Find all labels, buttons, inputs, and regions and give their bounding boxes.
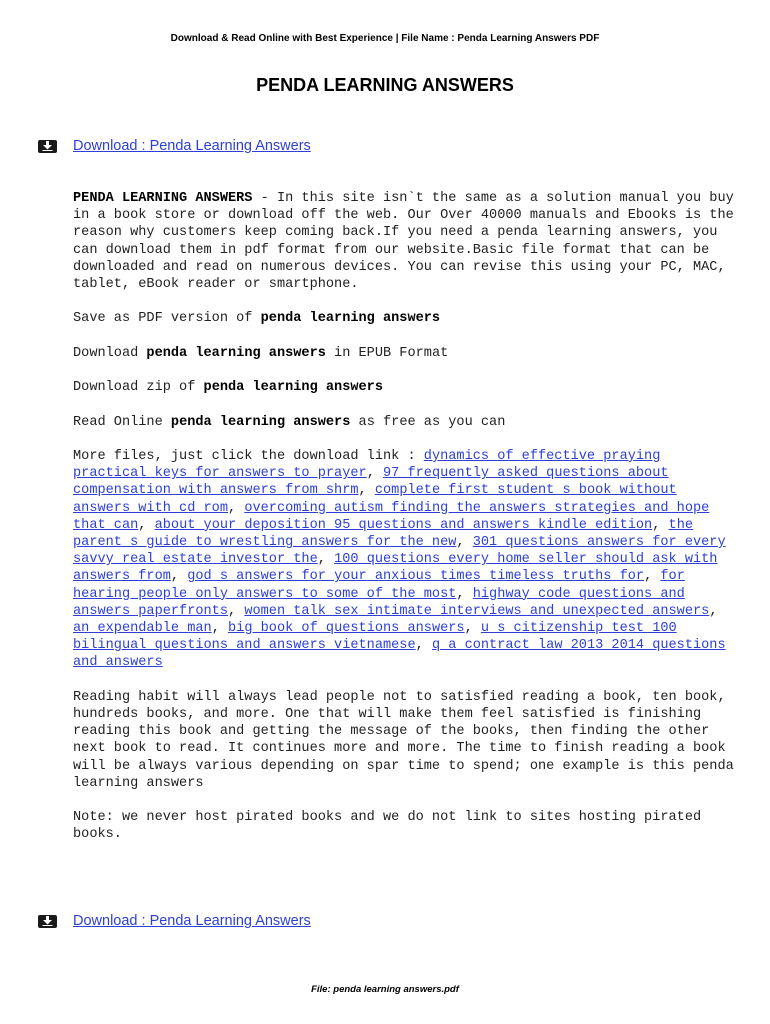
download-row-top[interactable] — [38, 137, 311, 155]
intro-paragraph — [73, 190, 738, 293]
page-title: PENDA LEARNING ANSWERS — [256, 75, 514, 95]
download-link-top[interactable]: Download : Penda Learning Answers — [73, 138, 311, 154]
related-link[interactable]: u s citizenship test 100 bilingual questions and answers vietnamese — [73, 621, 677, 654]
page-header: Download & Read Online with Best Experience | File Name : Penda Learning Answers PDF — [170, 33, 600, 44]
related-link[interactable]: about your deposition 95 questions and answers kindle edition — [154, 517, 653, 533]
zip-prefix: Download zip of — [73, 380, 204, 396]
intro-text: - In this site isn`t the same as a solution manual you buy in a book store or download off the web. Our Over 40000 manuals and Ebooks is the reason why customers keep coming back.If you need a penda learning answers, you can download them in pdf format from our website.Basic file format that can be downloaded and read on numerous devices. You can revise this using your PC, MAC, tablet, eBook reader or smartphone. — [73, 191, 734, 293]
zip-line — [73, 379, 738, 396]
epub-bold: penda learning answers — [146, 345, 326, 361]
intro-bold-title: PENDA LEARNING ANSWERS — [73, 191, 253, 206]
download-row-bottom[interactable] — [38, 912, 311, 930]
epub-suffix: in EPUB Format — [325, 345, 449, 361]
read-online-suffix: as free as you can — [350, 414, 506, 430]
related-link[interactable]: the parent s guide to wrestling answers for the new — [73, 517, 694, 550]
related-link[interactable]: overcoming autism finding the answers strategies and hope that can — [73, 500, 710, 533]
related-link[interactable]: 301 questions answers for every savvy real estate investor the — [73, 534, 726, 568]
zip-bold: penda learning answers — [203, 380, 383, 396]
page-footer: File: penda learning answers.pdf — [311, 984, 459, 995]
save-pdf-line — [73, 310, 738, 327]
download-link-bottom[interactable]: Download : Penda Learning Answers — [73, 913, 311, 929]
note-paragraph: Note: we never host pirated books and we do not link to sites hosting pirated books. — [73, 810, 702, 843]
related-link[interactable]: 100 questions every home seller should ask with answers from — [73, 552, 718, 585]
more-files-paragraph: More files, just click the download link : dynamics of effective praying practical keys for answers to prayer, 97 frequently asked questions about compensation with answers from shrm, complete first student s book without answers with cd rom, overcoming autism finding the answers strategies and hope that can, about your deposition 95 questions and answers kindle edition, the parent s guide to wrestling answers for the new, 301 questions answers for every savvy real estate investor the, 100 questions every home seller should ask with answers from, god s answers for your anxious times timeless truths for, for hearing people only answers to some of the most, highway code questions and answers paperfronts, women talk sex intimate interviews and unexpected answers, an expendable man, big book of questions answers, u s citizenship test 100 bilingual questions and answers vietnamese, q a contract law 2013 2014 questions and answers — [73, 448, 726, 671]
read-online-bold: penda learning answers — [170, 414, 351, 430]
save-pdf-prefix: Save as PDF version of — [73, 311, 261, 327]
related-link[interactable]: god s answers for your anxious times timeless truths for — [187, 569, 645, 585]
related-link[interactable]: big book of questions answers — [228, 621, 465, 636]
download-icon[interactable] — [38, 140, 57, 153]
related-link[interactable]: an expendable man — [73, 621, 212, 636]
document-body — [73, 190, 738, 861]
download-icon[interactable] — [38, 915, 57, 928]
related-link[interactable]: 97 frequently asked questions about compensation with answers from shrm — [73, 466, 669, 499]
related-link[interactable]: complete first student s book without answers with cd rom — [73, 483, 677, 516]
epub-line — [73, 345, 738, 362]
save-pdf-bold: penda learning answers — [260, 311, 441, 327]
read-online-prefix: Read Online — [73, 414, 171, 430]
related-link[interactable]: highway code questions and answers paperfronts — [73, 586, 685, 619]
reading-habit-paragraph: Reading habit will always lead people not to satisfied reading a book, ten book, hundreds books, and more. One that will make them feel satisfied is finishing reading this book and getting the message of the books, then finding the other next book to read. It continues more and more. The time to finish reading a book will be always various depending on spar time to spend; one example is this penda learning answers — [73, 689, 734, 791]
related-link[interactable]: women talk sex intimate interviews and unexpected answers — [244, 603, 710, 619]
epub-prefix: Download — [73, 345, 147, 361]
related-link[interactable]: q a contract law 2013 2014 questions and answers — [73, 638, 726, 671]
related-link[interactable]: dynamics of effective praying practical keys for answers to prayer — [73, 448, 661, 482]
more-files-prefix: More files, just click the download link : — [73, 448, 424, 464]
read-online-line — [73, 414, 738, 431]
related-link[interactable]: for hearing people only answers to some of the most — [73, 569, 685, 602]
